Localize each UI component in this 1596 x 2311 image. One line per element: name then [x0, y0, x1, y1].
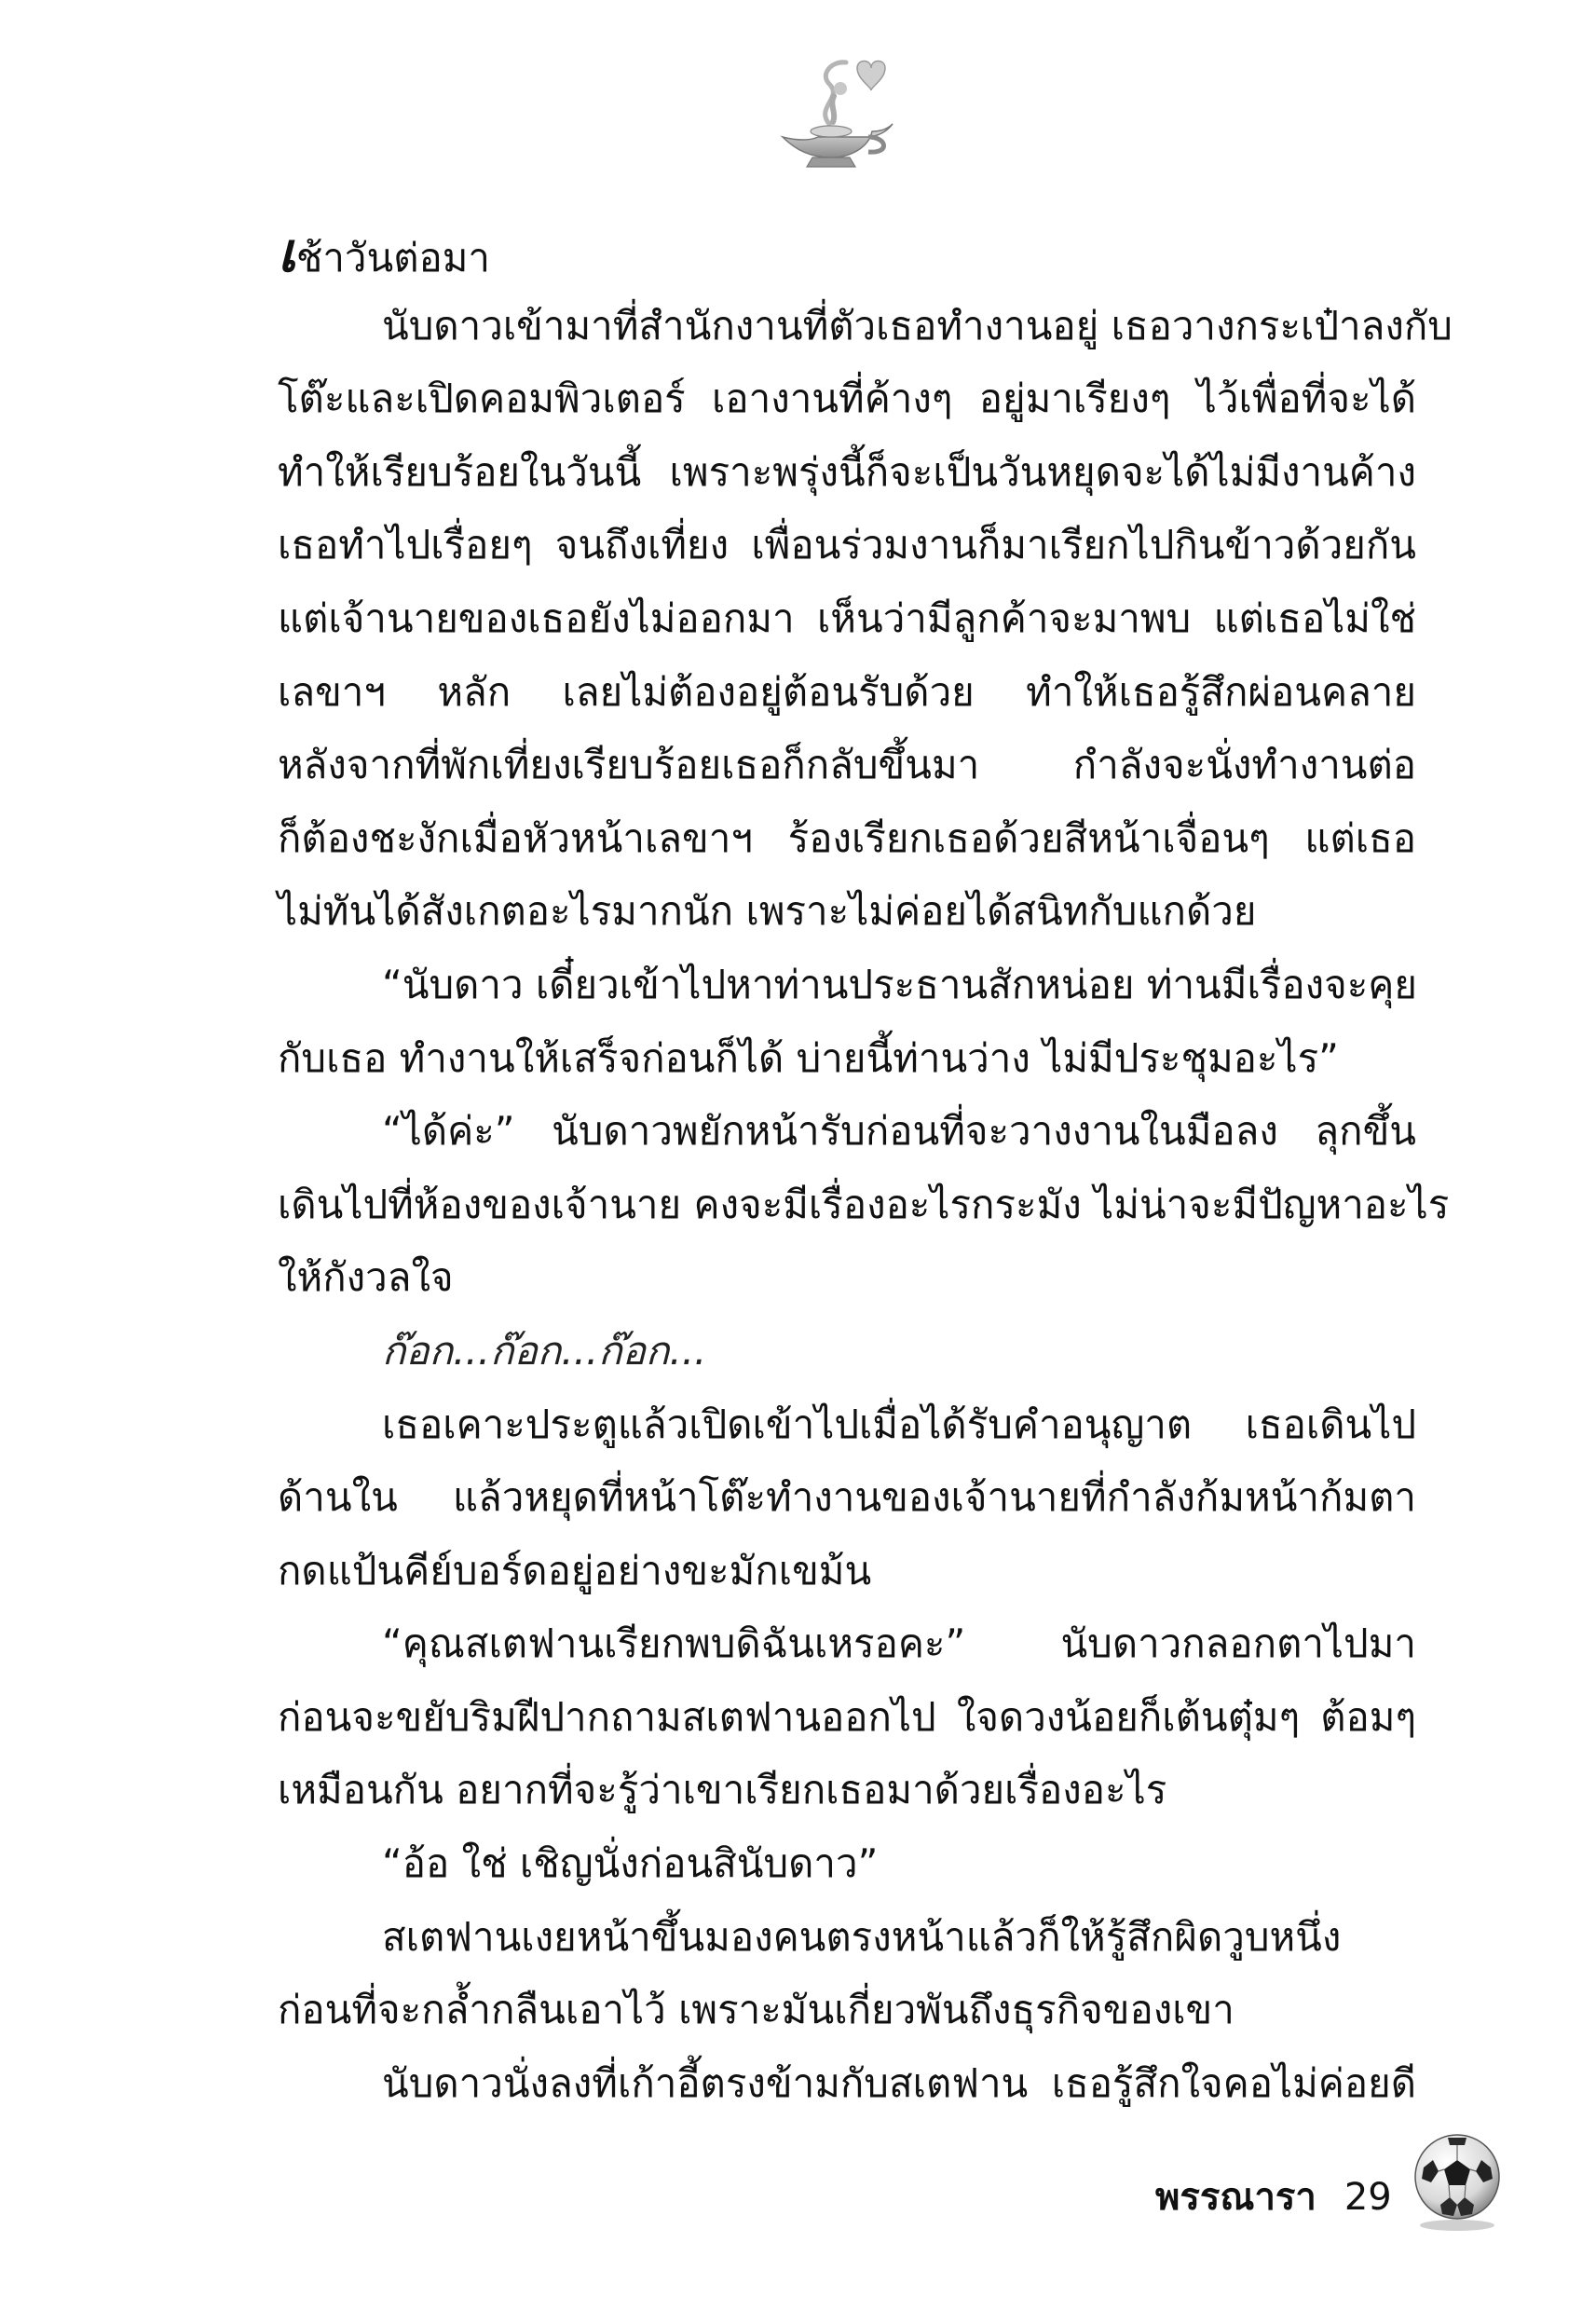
text-line: แต่เจ้านายของเธอยังไม่ออกมา เห็นว่ามีลูกค้าจะมาพบ แต่เธอไม่ใช่	[278, 595, 1416, 641]
text-line: เธอทำไปเรื่อยๆ จนถึงเที่ยง เพื่อนร่วมงานก็มาเรียกไปกินข้าวด้วยกัน	[278, 522, 1416, 568]
text-line: สเตฟานเงยหน้าขึ้นมองคนตรงหน้าแล้วก็ให้รู้สึกผิดวูบหนึ่ง	[382, 1913, 1342, 1960]
text-line: หลังจากที่พักเที่ยงเรียบร้อยเธอก็กลับขึ้นมา กำลังจะนั่งทำงานต่อ	[278, 742, 1416, 788]
body-text	[278, 216, 1453, 2120]
soccer-ball-decoration	[1411, 2132, 1504, 2235]
text-line: ช้าวันต่อมา	[295, 235, 490, 280]
text-line: โต๊ะและเปิดคอมพิวเตอร์ เอางานที่ค้างๆ อยู่มาเรียงๆ ไว้เพื่อที่จะได้	[278, 376, 1416, 422]
text-line: ก่อนที่จะกล้ำกลืนเอาไว้ เพราะมันเกี่ยวพันถึงธุรกิจของเขา	[278, 1987, 1235, 2033]
knock-sound-line: ก๊อก...ก๊อก...ก๊อก...	[382, 1327, 707, 1374]
text-line: ทำให้เรียบร้อยในวันนี้ เพราะพรุ่งนี้ก็จะเป็นวันหยุดจะได้ไม่มีงานค้าง	[278, 448, 1416, 495]
text-line: “ได้ค่ะ” นับดาวพยักหน้ารับก่อนที่จะวางงานในมือลง ลุกขึ้น	[382, 1108, 1416, 1155]
opening-line	[278, 216, 1416, 290]
text-line: กดแป้นคีย์บอร์ดอยู่อย่างขะมักเขม้น	[278, 1547, 872, 1593]
top-ornament	[764, 51, 904, 172]
soccer-ball-icon	[1411, 2132, 1504, 2235]
page-number: 29	[1344, 2176, 1392, 2219]
text-line: ด้านใน แล้วหยุดที่หน้าโต๊ะทำงานของเจ้านายที่กำลังก้มหน้าก้มตา	[278, 1474, 1416, 1521]
text-line: เหมือนกัน อยากที่จะรู้ว่าเขาเรียกเธอมาด้วยเรื่องอะไร	[278, 1767, 1167, 1813]
lamp-with-genie-icon	[764, 51, 904, 172]
text-line: ก่อนจะขยับริมฝีปากถามสเตฟานออกไป ใจดวงน้อยก็เต้นตุ๋มๆ ต้อมๆ	[278, 1693, 1416, 1740]
text-line: กับเธอ ทำงานให้เสร็จก่อนก็ได้ บ่ายนี้ท่านว่าง ไม่มีประชุมอะไร”	[278, 1034, 1339, 1081]
text-line: นับดาวนั่งลงที่เก้าอี้ตรงข้ามกับสเตฟาน เธอรู้สึกใจคอไม่ค่อยดี	[382, 2059, 1416, 2106]
text-line: เธอเคาะประตูแล้วเปิดเข้าไปเมื่อได้รับคำอนุญาต เธอเดินไป	[382, 1401, 1416, 1447]
text-line: ก็ต้องชะงักเมื่อหัวหน้าเลขาฯ ร้องเรียกเธอด้วยสีหน้าเจื่อนๆ แต่เธอ	[278, 814, 1416, 861]
text-line: นับดาวเข้ามาที่สำนักงานที่ตัวเธอทำงานอยู่ เธอวางกระเป๋าลงกับ	[382, 302, 1453, 349]
drop-cap: เ	[278, 221, 296, 284]
text-line: ให้กังวลใจ	[278, 1254, 454, 1301]
text-line: เดินไปที่ห้องของเจ้านาย คงจะมีเรื่องอะไรกระมัง ไม่น่าจะมีปัญหาอะไร	[278, 1181, 1450, 1227]
book-title: พรรณารา	[1155, 2176, 1316, 2219]
text-line: ไม่ทันได้สังเกตอะไรมากนัก เพราะไม่ค่อยได้สนิทกับแกด้วย	[278, 888, 1257, 935]
page-footer	[1155, 2167, 1392, 2226]
text-line: “อ้อ ใช่ เชิญนั่งก่อนสินับดาว”	[382, 1840, 879, 1887]
text-line: “นับดาว เดี๋ยวเข้าไปหาท่านประธานสักหน่อย ท่านมีเรื่องจะคุย	[382, 961, 1417, 1007]
text-line: เลขาฯ หลัก เลยไม่ต้องอยู่ต้อนรับด้วย ทำให้เธอรู้สึกผ่อนคลาย	[278, 668, 1416, 715]
text-line: “คุณสเตฟานเรียกพบดิฉันเหรอคะ” นับดาวกลอกตาไปมา	[382, 1620, 1416, 1667]
